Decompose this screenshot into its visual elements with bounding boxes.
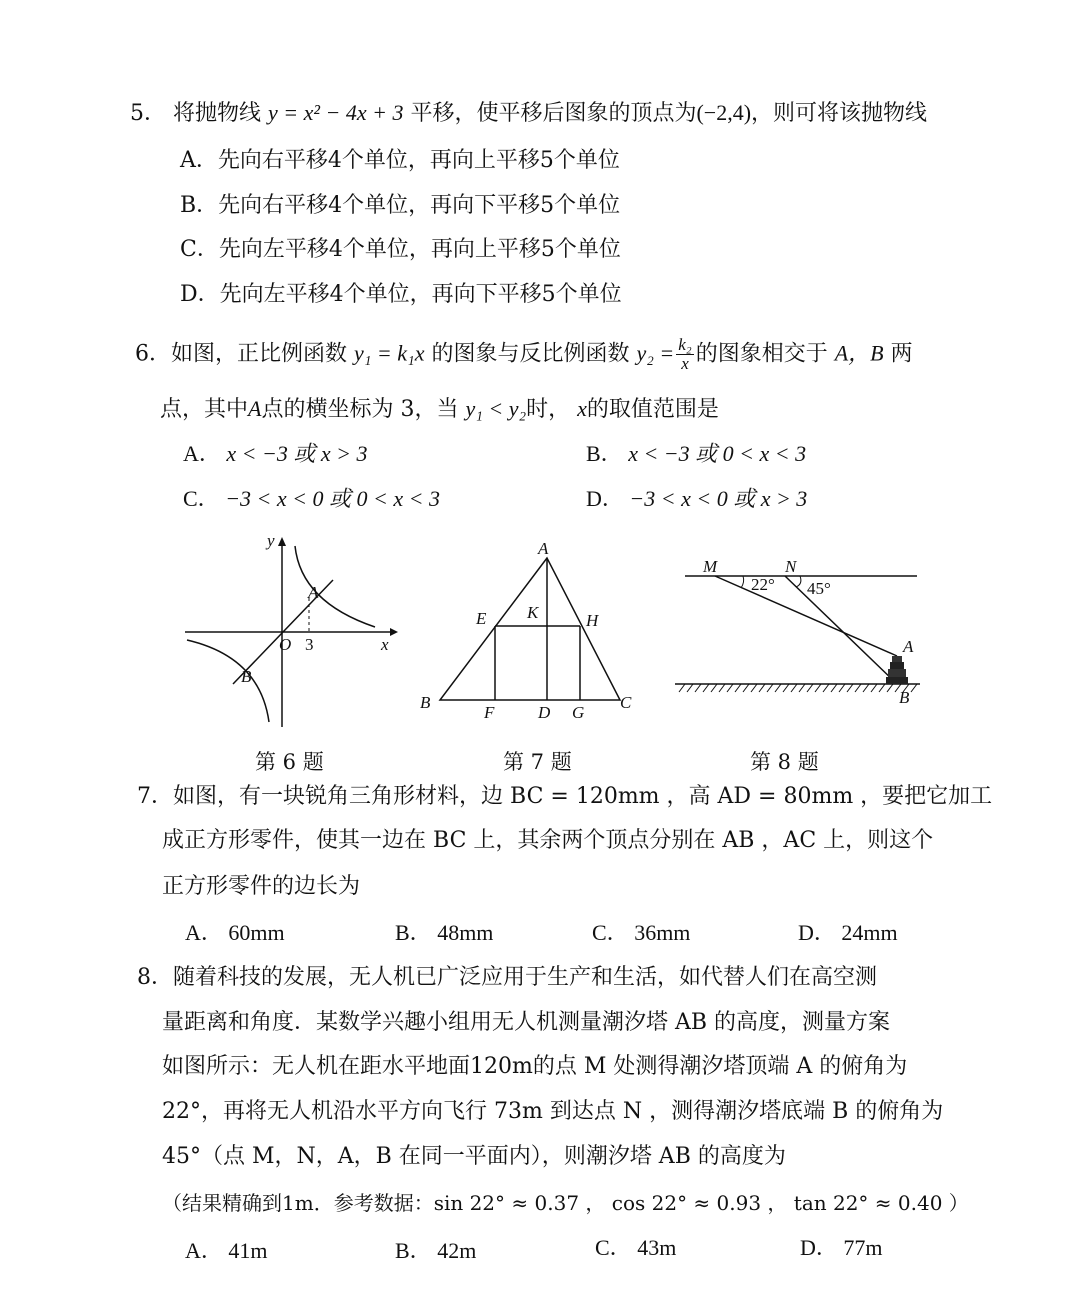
label-angle-22: 22° (751, 575, 775, 594)
angle-arc-22 (741, 576, 744, 588)
option-key: C． (183, 486, 220, 511)
caption-fig7: 第 7 题 (503, 750, 572, 774)
hyperbola-branch-1 (295, 546, 375, 627)
hyperbola-branch-2 (187, 640, 269, 722)
q6-text: 的图象与反比例函数 (431, 341, 630, 367)
q8-option-a[interactable] (185, 1236, 268, 1266)
q6-formula-inverse-lhs: y₂ = (636, 340, 675, 366)
label-n: N (785, 557, 797, 576)
option-text: 24mm (841, 920, 898, 945)
q8-text-line1: 随着科技的发展，无人机已广泛应用于生产和生活，如代替人们在高空测 (173, 965, 878, 990)
label-d: D (538, 703, 551, 722)
label-y: y (267, 532, 275, 550)
option-key: A． (185, 920, 223, 945)
q5-stem-post: ，则可将该抛物线 (751, 101, 928, 126)
q5-stem-pre: 将抛物线 (173, 101, 262, 126)
q6-number: 6． (135, 341, 171, 367)
q6-stem-line2 (160, 394, 719, 425)
q7-number: 7． (137, 784, 173, 809)
ground-hatching (679, 684, 917, 692)
q5-option-b[interactable] (180, 191, 620, 221)
label-a: A (538, 539, 549, 558)
sight-line-nb (785, 576, 897, 684)
option-text: 先向右平移4个单位，再向下平移5个单位 (218, 193, 621, 218)
q5-option-d[interactable] (180, 280, 622, 310)
figure-8-drone (675, 552, 930, 707)
label-f: F (484, 703, 495, 722)
option-key: B． (395, 1238, 432, 1263)
label-b: B (241, 667, 252, 686)
q7-option-b[interactable] (395, 918, 493, 948)
y-axis-arrow (278, 537, 286, 546)
option-key: B． (180, 193, 219, 218)
label-e: E (476, 609, 487, 628)
label-k: K (527, 603, 539, 622)
option-text: 60mm (228, 920, 285, 945)
q5-option-c[interactable] (180, 235, 621, 265)
q8-stem-line5: 45°（点 M，N，A，B 在同一平面内），则潮汐塔 AB 的高度为 (162, 1144, 786, 1169)
q5-stem (130, 98, 927, 129)
label-o: O (279, 635, 292, 654)
figure-6-graph (175, 532, 405, 732)
x-axis-arrow (390, 628, 398, 636)
option-key: D． (180, 282, 220, 307)
option-key: D． (798, 920, 836, 945)
label-a: A (903, 637, 914, 656)
label-three: 3 (305, 635, 314, 654)
caption-fig8: 第 8 题 (750, 750, 819, 774)
label-a: A (308, 583, 319, 602)
q8-stem-line2: 量距离和角度．某数学兴趣小组用无人机测量潮汐塔 AB 的高度，测量方案 (162, 1010, 891, 1035)
q6-option-c[interactable] (183, 484, 440, 514)
q8-option-b[interactable] (395, 1236, 476, 1266)
q6-stem-line1 (135, 336, 913, 373)
q6-formula-linear: y₁ = k₁x (354, 340, 425, 366)
label-x: x (381, 635, 389, 654)
option-key: D． (800, 1235, 838, 1260)
option-text: 42m (437, 1238, 477, 1263)
q6-condition: y₁ < y₂ (465, 396, 527, 421)
sight-line-ma (715, 576, 897, 656)
q6-point-a: A (248, 396, 262, 421)
q6-text: 两 (890, 341, 913, 367)
angle-arc-45 (796, 576, 801, 587)
option-key: A． (183, 441, 221, 466)
option-key: B． (586, 441, 623, 466)
option-text: 41m (228, 1238, 268, 1263)
q5-number: 5． (130, 101, 166, 126)
q7-stem-line3: 正方形零件的边长为 (162, 874, 361, 899)
q7-stem-line2: 成正方形零件，使其一边在 BC 上，其余两个顶点分别在 AB ，AC 上，则这个 (162, 828, 934, 853)
option-text: 先向左平移4个单位，再向上平移5个单位 (218, 237, 621, 262)
q7-option-a[interactable] (185, 918, 285, 948)
q6-option-d[interactable] (586, 484, 807, 514)
q6-text: 的取值范围是 (586, 397, 719, 422)
label-h: H (586, 611, 599, 630)
q6-option-b[interactable] (586, 439, 806, 469)
option-key: B． (395, 920, 432, 945)
q6-option-a[interactable] (183, 439, 367, 469)
option-key: C． (595, 1235, 632, 1260)
option-text: 48mm (437, 920, 494, 945)
caption-fig6: 第 6 题 (255, 750, 324, 774)
option-key: C． (592, 920, 629, 945)
label-b: B (899, 688, 910, 707)
fraction-denominator: x (681, 354, 689, 373)
fraction-numerator: k₂ (678, 335, 692, 354)
q6-text: 点，其中 (160, 397, 249, 422)
option-text: 77m (843, 1235, 883, 1260)
option-text: 43m (637, 1235, 677, 1260)
q8-reference-data: （结果精确到1m．参考数据：sin 22° ≈ 0.37 ， cos 22° ≈ 0.93 ， tan 22° ≈ 0.40 ） (162, 1191, 969, 1215)
option-text: 36mm (634, 920, 691, 945)
q8-option-c[interactable] (595, 1233, 676, 1263)
q5-option-a[interactable] (180, 146, 620, 176)
label-g: G (572, 703, 585, 722)
q8-number: 8． (137, 965, 173, 990)
q6-fraction (676, 336, 693, 373)
option-text: 先向右平移4个单位，再向上平移5个单位 (217, 148, 620, 173)
q7-option-c[interactable] (592, 918, 690, 948)
label-m: M (703, 557, 718, 576)
q6-text: 时， (526, 397, 571, 422)
q5-stem-mid: 平移，使平移后图象的顶点为 (410, 101, 697, 126)
figure-7-triangle (410, 538, 650, 722)
option-key: A． (185, 1238, 223, 1263)
option-key: A． (180, 148, 218, 173)
q8-option-d[interactable] (800, 1233, 883, 1263)
q6-text: 点的横坐标为 3，当 (261, 397, 459, 422)
q7-stem-line1 (137, 782, 992, 812)
q6-variable: x (577, 396, 587, 421)
label-angle-45: 45° (807, 579, 831, 598)
option-text: x < −3 或 0 < x < 3 (628, 441, 807, 466)
q7-option-d[interactable] (798, 918, 898, 948)
tower-icon (886, 656, 908, 684)
q8-stem-line4: 22°，再将无人机沿水平方向飞行 73m 到达点 N ，测得潮汐塔底端 B 的俯角为 (162, 1099, 944, 1124)
q5-formula: y = x² − 4x + 3 (268, 100, 404, 125)
q8-stem-line1 (137, 963, 877, 993)
q5-vertex: (−2,4) (696, 100, 752, 125)
option-key: C． (180, 237, 219, 262)
option-text: −3 < x < 0 或 0 < x < 3 (225, 486, 440, 511)
q6-points: A，B (834, 340, 884, 366)
option-text: 先向左平移4个单位，再向下平移5个单位 (219, 282, 622, 307)
option-text: −3 < x < 0 或 x > 3 (629, 486, 808, 511)
label-c: C (620, 693, 632, 712)
q6-text: 如图，正比例函数 (171, 341, 348, 367)
q6-text: 的图象相交于 (695, 341, 828, 367)
q7-text-line1: 如图，有一块锐角三角形材料，边 BC = 120mm ，高 AD = 80mm ，要把它加工 (173, 784, 993, 809)
option-key: D． (586, 486, 624, 511)
label-b: B (420, 693, 431, 712)
q8-stem-line3: 如图所示：无人机在距水平地面120m的点 M 处测得潮汐塔顶端 A 的俯角为 (162, 1054, 908, 1079)
option-text: x < −3 或 x > 3 (226, 441, 368, 466)
